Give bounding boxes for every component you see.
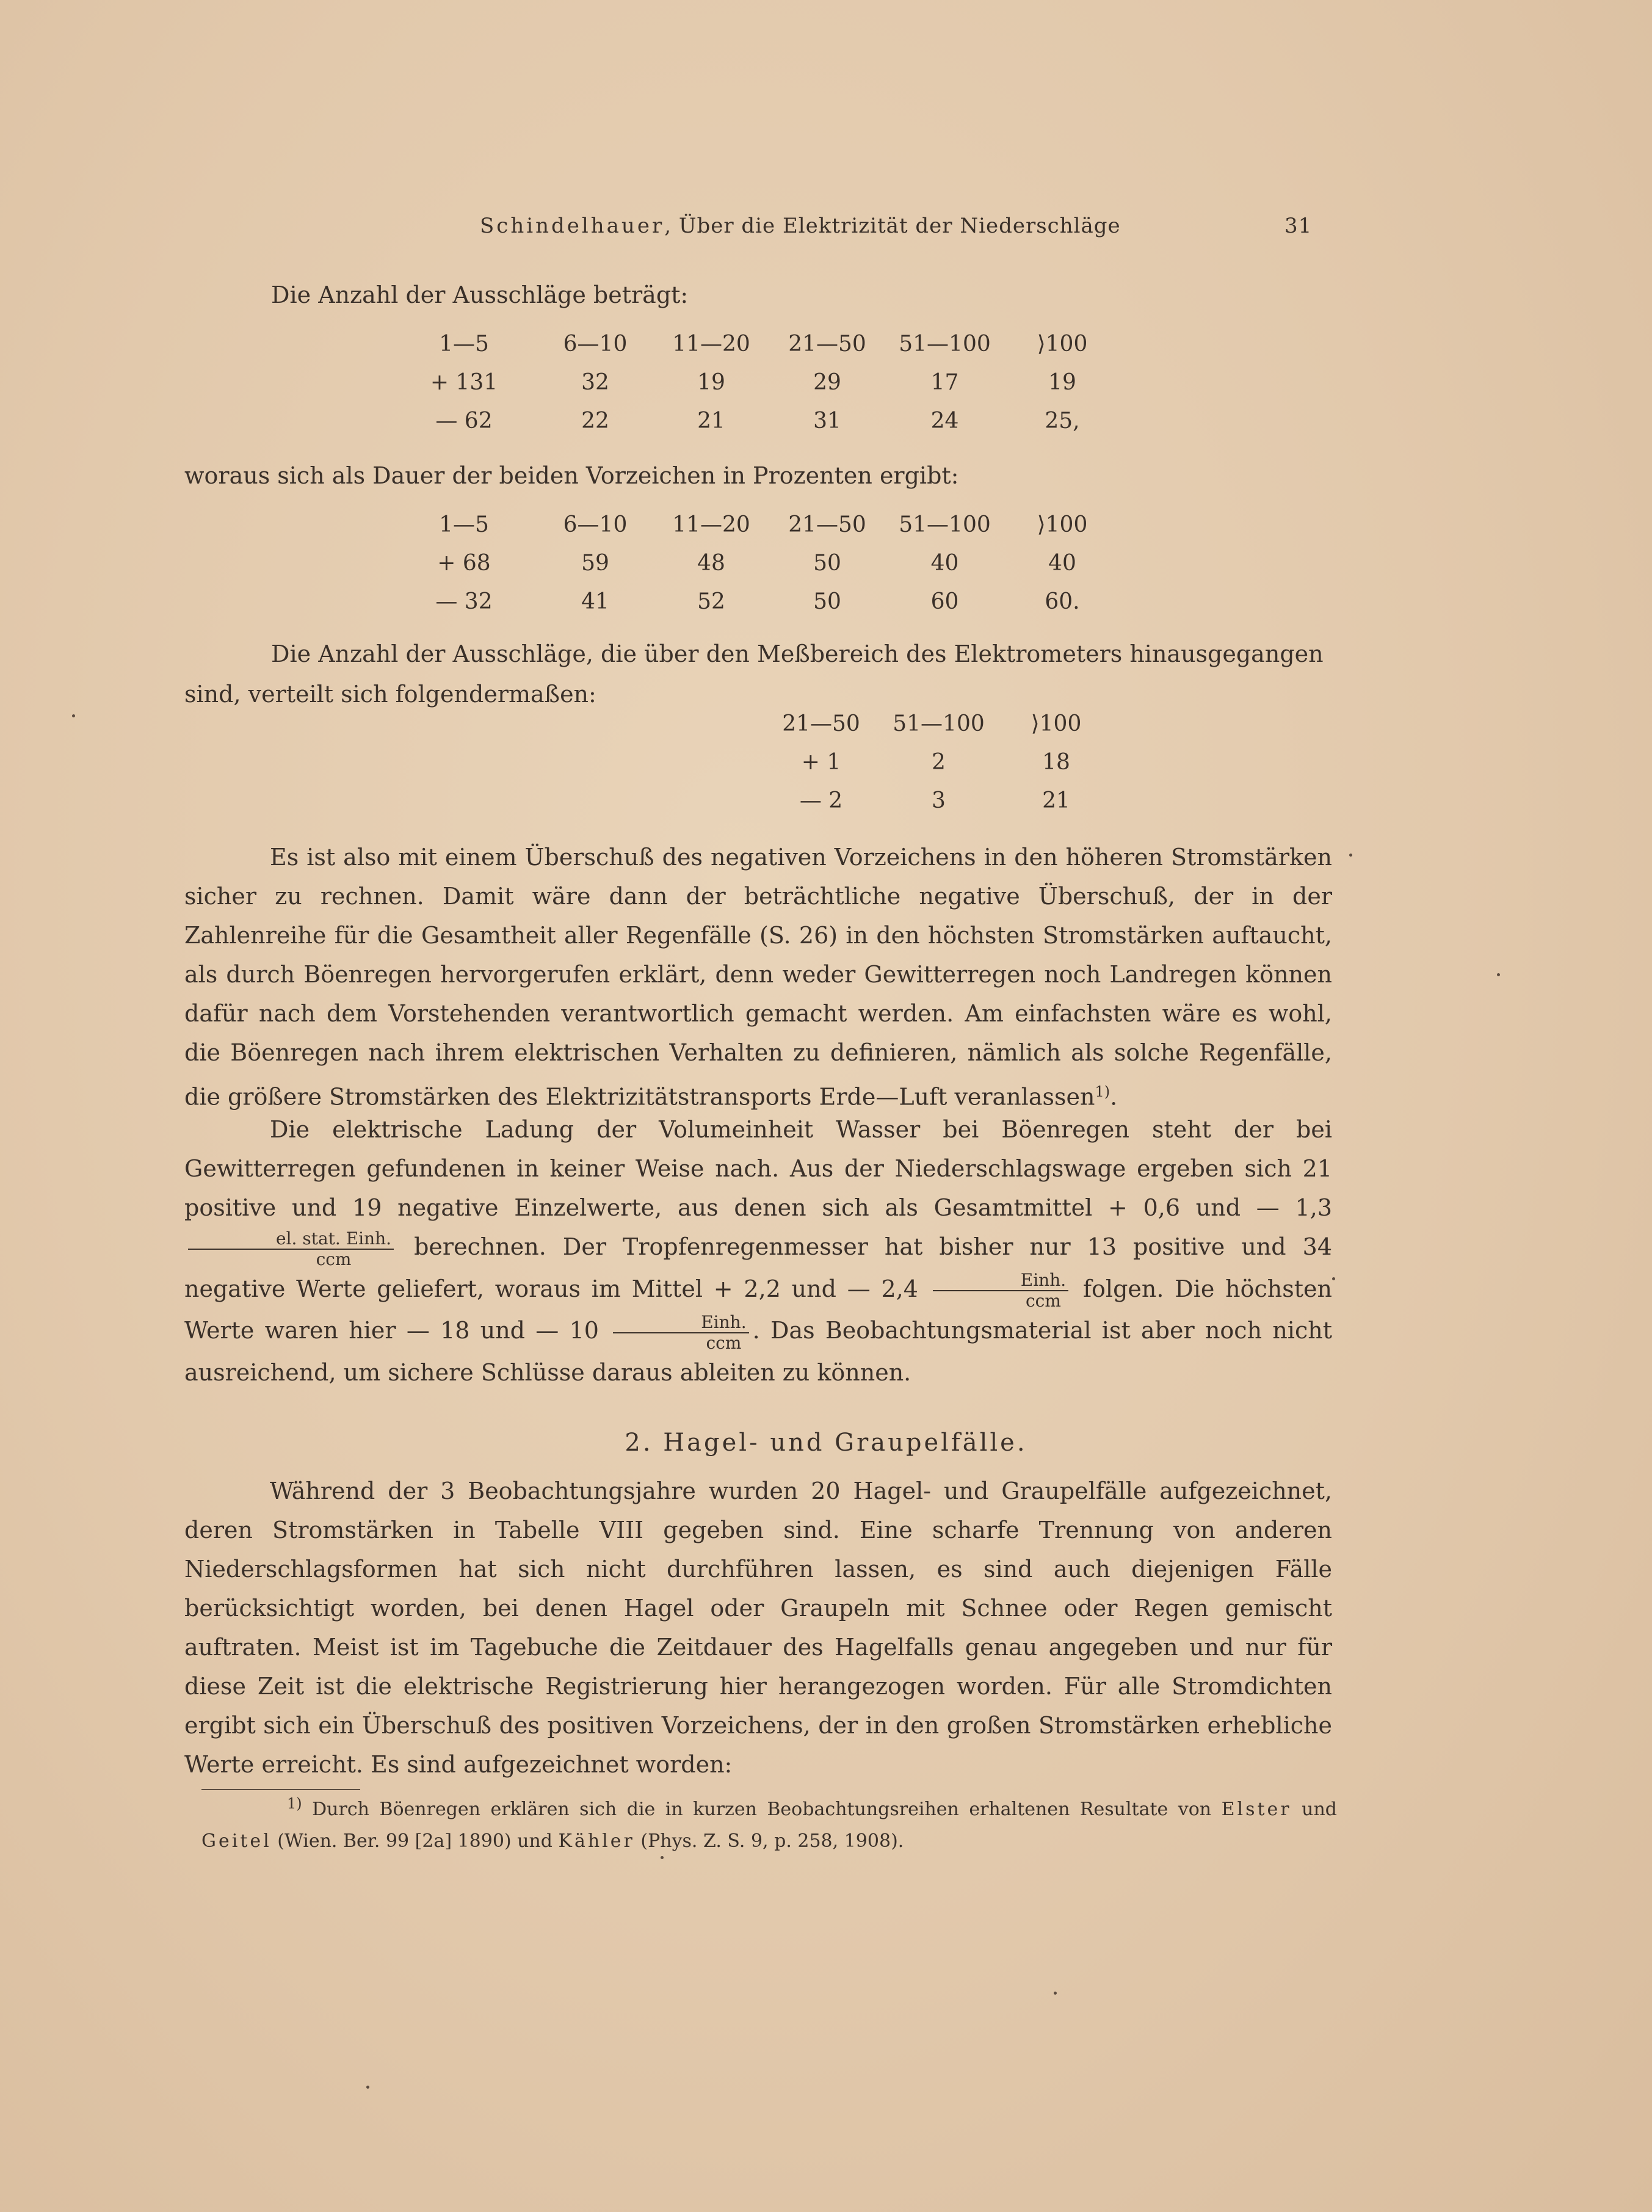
paragraph-text: . Das Beobachtungsmaterial ist aber noch nicht ausreichend, um sichere Schlüsse daraus ableiten zu können. (184, 1317, 1332, 1386)
table-cell: 24 (930, 408, 959, 433)
footnote-name: Kähler (558, 1830, 635, 1852)
table-percent (391, 506, 1120, 621)
paragraph-text: Es ist also mit einem Überschuß des negativen Vorzeichens in den höheren Stromstärken sicher zu rechnen. Damit wäre dann der beträchtliche negative Überschuß, der in der Zahlenreihe für die Gesamtheit aller Regenfälle (S. 26) in den höchsten Stromstärken auftaucht, als durch Böenregen hervorgerufen erklärt, denn weder Gewitterregen noch Landregen können dafür nach dem Vorstehenden verantwortlich gemacht werden. Am einfachsten wäre es wohl, die Böenregen nach ihrem elektrischen Verhalten zu definieren, nämlich als solche Regenfälle, die größere Stromstärken des Elektrizitätstransports Erde—Luft veranlassen (184, 844, 1332, 1111)
fraction-numerator: el. stat. Einh. (188, 1229, 394, 1250)
table-cell: 2 (932, 750, 946, 775)
table-cell: 21—50 (788, 332, 866, 357)
page-number: 31 (1284, 214, 1313, 238)
paragraph-text: Die elektrische Ladung der Volumeinheit Wasser bei Böenregen steht der bei Gewitterregen gefundenen in keiner Weise nach. Aus der Niederschlagswage ergeben sich 21 positive und 19 negative Einzelwerte, aus denen sich als Gesamtmittel + 0,6 und — 1,3 (184, 1116, 1332, 1221)
table-cell: 32 (581, 370, 609, 395)
footnote-text: Durch Böenregen erklären sich die in kurzen Beobachtungsreihen erhaltenen Resultate von (302, 1799, 1222, 1820)
table-cell: 50 (813, 589, 841, 614)
fraction-denominator: ccm (1026, 1291, 1061, 1311)
footnote-mark: 1) (287, 1795, 302, 1812)
paper-speck (72, 714, 75, 717)
table-cell: 21—50 (788, 512, 866, 537)
paper-speck (366, 2086, 369, 2089)
table-cell: + 68 (437, 551, 491, 576)
table-row (391, 402, 1120, 440)
fraction-unit (188, 1229, 394, 1269)
paper-speck (661, 1856, 664, 1859)
paragraph-hagel (184, 1471, 1332, 1784)
footnote-text: (Wien. Ber. 99 [2a] 1890) und (271, 1830, 559, 1852)
line-overrange-2: sind, verteilt sich folgendermaßen: (184, 681, 596, 708)
table-cell: — 32 (435, 589, 493, 614)
table-cell: 51—100 (899, 332, 991, 357)
table-cell: 31 (813, 408, 841, 433)
footnote-text: (Phys. Z. S. 9, p. 258, 1908). (634, 1830, 904, 1852)
table-row (391, 544, 1120, 582)
table-cell: 19 (1048, 370, 1076, 395)
table-row (391, 363, 1120, 402)
table-cell: 51—100 (899, 512, 991, 537)
table-cell: 29 (813, 370, 841, 395)
table-row (763, 705, 1114, 743)
table-cell: — 2 (799, 788, 843, 813)
table-cell: 1—5 (439, 512, 489, 537)
paper-speck (1054, 1992, 1057, 1995)
table-cell: 59 (581, 551, 609, 576)
fraction-unit (933, 1271, 1068, 1311)
paragraph-text: berechnen. Der Tropfenregenmesser hat bisher nur 13 positive und 34 negative Werte geliefert, woraus im Mittel + 2,2 und — 2,4 (184, 1233, 1332, 1302)
header-title (480, 214, 1121, 238)
fraction-denominator: ccm (316, 1249, 352, 1269)
paragraph-ladung (184, 1110, 1332, 1392)
table-cell: ⟩100 (1037, 332, 1088, 357)
table-cell: 60 (930, 589, 959, 614)
paragraph-boenregen (184, 838, 1332, 1117)
line-overrange-1: Die Anzahl der Ausschläge, die über den Meßbereich des Elektrometers hinausgegangen (271, 640, 1324, 667)
table-cell: 60. (1045, 589, 1080, 614)
table-row (763, 781, 1114, 820)
table-cell: + 1 (801, 750, 841, 775)
table-cell: 6—10 (563, 512, 628, 537)
table-row (763, 743, 1114, 781)
table-cell: 25, (1045, 408, 1080, 433)
table-cell: — 62 (435, 408, 493, 433)
table-cell: 11—20 (672, 512, 750, 537)
table-cell: 21—50 (782, 711, 860, 736)
table-cell: 48 (697, 551, 725, 576)
table-cell: 40 (1048, 551, 1076, 576)
table-cell: 22 (581, 408, 609, 433)
paper-speck (1349, 854, 1352, 857)
table-cell: 1—5 (439, 332, 489, 357)
table-cell: ⟩100 (1037, 512, 1088, 537)
fraction-numerator: Einh. (613, 1313, 748, 1333)
fraction-numerator: Einh. (933, 1271, 1068, 1291)
paper-speck (1497, 973, 1500, 976)
table-cell: 52 (697, 589, 725, 614)
table-cell: ⟩100 (1031, 711, 1082, 736)
intro-line: Die Anzahl der Ausschläge beträgt: (271, 281, 689, 308)
footnote-ref: 1) (1095, 1083, 1110, 1100)
header-title-text: , Über die Elektrizität der Niederschläge (664, 214, 1121, 238)
header-author: Schindelhauer (480, 214, 665, 238)
paragraph-end: . (1110, 1083, 1118, 1111)
footnote-text: und (1291, 1799, 1337, 1820)
table-cell: 21 (697, 408, 725, 433)
table-overrange (763, 705, 1114, 820)
table-cell: 50 (813, 551, 841, 576)
footnote-name: Elster (1221, 1799, 1292, 1820)
table-cell: 3 (932, 788, 946, 813)
table-cell: 51—100 (893, 711, 985, 736)
table-cell: + 131 (430, 370, 498, 395)
table-row (391, 506, 1120, 544)
table-cell: 17 (930, 370, 959, 395)
section-heading: 2. Hagel- und Graupelfälle. (625, 1429, 1027, 1457)
fraction-denominator: ccm (706, 1332, 742, 1353)
running-header (0, 214, 1652, 244)
table-cell: 40 (930, 551, 959, 576)
table-cell: 21 (1042, 788, 1070, 813)
table-cell: 6—10 (563, 332, 628, 357)
table-cell: 18 (1042, 750, 1070, 775)
footnote-name: Geitel (201, 1830, 272, 1852)
fraction-unit (613, 1313, 748, 1353)
paper-speck (1332, 1277, 1335, 1280)
table-cell: 11—20 (672, 332, 750, 357)
table-row (391, 325, 1120, 363)
paragraph-text: folgen. Die höchsten Werte waren hier — 18 und — 10 (184, 1275, 1332, 1344)
table-cell: 41 (581, 589, 609, 614)
table-row (391, 582, 1120, 621)
paragraph-text: Während der 3 Beobachtungsjahre wurden 20 Hagel- und Graupelfälle aufgezeichnet, deren Stromstärken in Tabelle VIII gegeben sind. Eine scharfe Trennung von anderen Niederschlagsformen hat sich nicht durchführen lassen, es sind auch diejenigen Fälle berücksichtigt worden, bei denen Hagel oder Graupeln mit Schnee oder Regen gemischt auftraten. Meist ist im Tagebuche die Zeitdauer des Hagelfalls genau angegeben und nur für diese Zeit ist die elektrische Registrierung hier herangezogen worden. Für alle Stromdichten ergibt sich ein Überschuß des positiven Vorzeichens, der in den großen Stromstärken erhebliche Werte erreicht. Es sind aufgezeichnet worden: (184, 1478, 1332, 1778)
table-cell: 19 (697, 370, 725, 395)
line-percent-intro: woraus sich als Dauer der beiden Vorzeichen in Prozenten ergibt: (184, 462, 959, 489)
table-counts (391, 325, 1120, 440)
footnote (201, 1788, 1337, 1857)
